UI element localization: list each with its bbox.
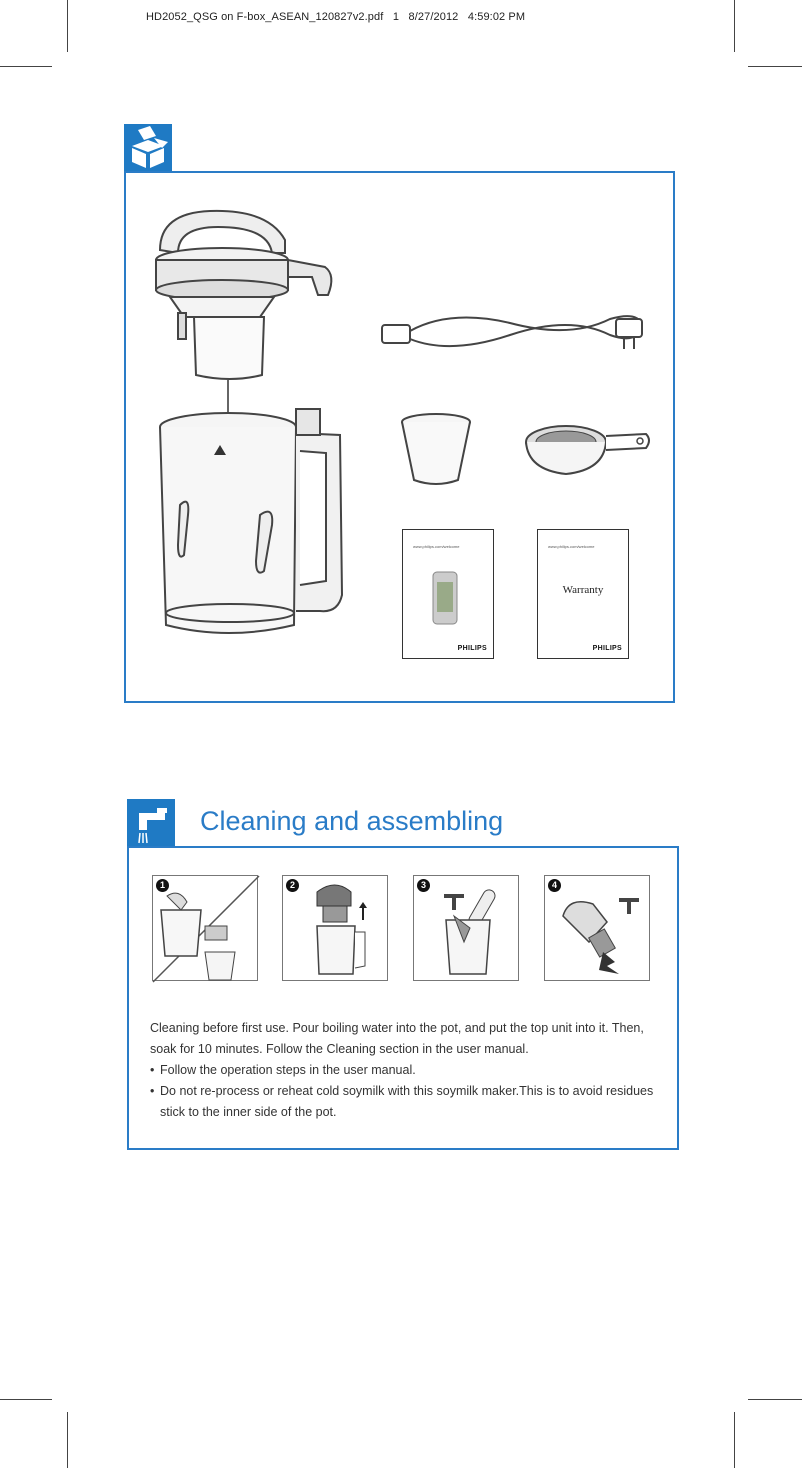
step-4-illustration <box>545 876 651 982</box>
cleaning-step-3 <box>413 875 519 981</box>
measuring-cup-illustration <box>398 412 474 488</box>
warranty-url: www.philips.com/welcome <box>548 544 595 549</box>
warranty-brand: PHILIPS <box>592 645 622 652</box>
warranty-label: Warranty <box>562 584 604 596</box>
box-contents-icon <box>124 124 172 172</box>
step-2-illustration <box>283 876 389 982</box>
cleaning-section-title: Cleaning and assembling <box>200 806 504 836</box>
crop-mark <box>734 0 735 52</box>
step-number: 1 <box>156 879 169 892</box>
crop-mark <box>748 1399 802 1400</box>
crop-mark <box>0 1399 52 1400</box>
manual-url: www.philips.com/welcome <box>413 544 460 549</box>
crop-mark <box>67 0 68 52</box>
cleaning-paragraph: Cleaning before first use. Pour boiling water into the pot, and put the top unit into it. Then, soak for 10 minutes. Follow the Cleaning section in the user manual. <box>150 1021 644 1056</box>
cleaning-instructions <box>150 1018 660 1123</box>
cleaning-step-1 <box>152 875 258 981</box>
sieve-illustration <box>522 420 654 486</box>
crop-mark <box>734 1412 735 1468</box>
water-tap-icon <box>127 799 175 847</box>
warranty-booklet <box>537 529 629 659</box>
step-3-illustration <box>414 876 520 982</box>
power-cord-illustration <box>380 305 650 365</box>
crop-mark <box>67 1412 68 1468</box>
soymilk-maker-illustration <box>150 205 350 645</box>
bullet-dot: • <box>150 1063 155 1077</box>
bullet-text: Follow the operation steps in the user manual. <box>160 1063 416 1077</box>
step-1-illustration <box>153 876 259 982</box>
bullet-text: Do not re-process or reheat cold soymilk with this soymilk maker.This is to avoid residues stick to the inner side of the pot. <box>160 1084 654 1119</box>
bullet-dot: • <box>150 1084 155 1098</box>
cleaning-bullet-1 <box>150 1060 660 1081</box>
step-number: 3 <box>417 879 430 892</box>
user-manual-booklet <box>402 529 494 659</box>
cleaning-step-2 <box>282 875 388 981</box>
crop-mark <box>0 66 52 67</box>
cleaning-step-4 <box>544 875 650 981</box>
manual-brand: PHILIPS <box>457 645 487 652</box>
step-number: 2 <box>286 879 299 892</box>
crop-mark <box>748 66 802 67</box>
print-header: HD2052_QSG on F-box_ASEAN_120827v2.pdf 1 8/27/2012 4:59:02 PM <box>146 11 526 23</box>
manual-cover-image <box>429 568 465 628</box>
cleaning-bullet-2 <box>150 1081 660 1123</box>
step-number: 4 <box>548 879 561 892</box>
